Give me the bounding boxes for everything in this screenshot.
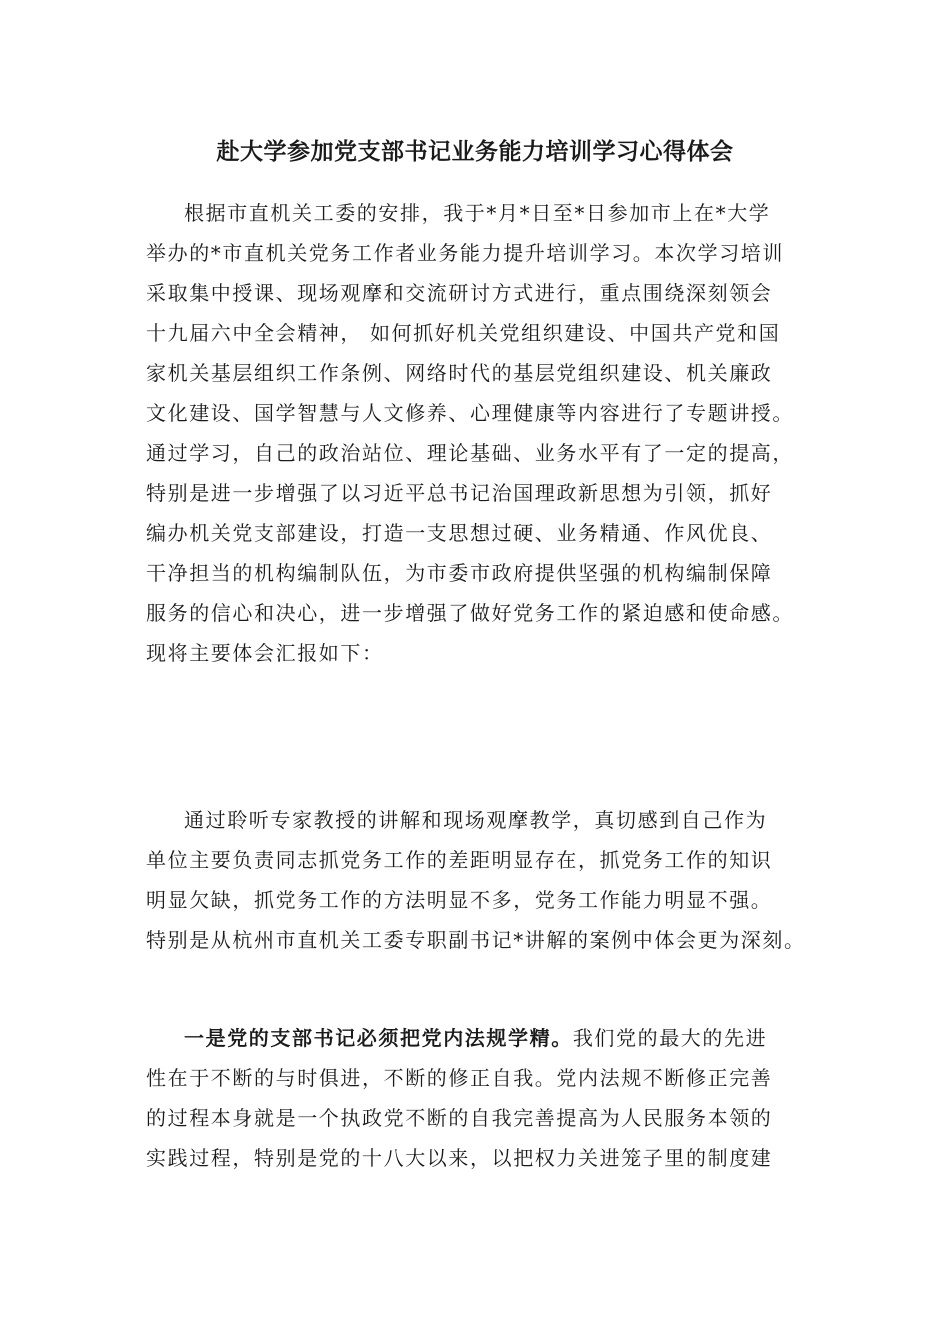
paragraph-line: 十九届六中全会精神， 如何抓好机关党组织建设、中国共产党和国 bbox=[146, 321, 781, 345]
document-title: 赴大学参加党支部书记业务能力培训学习心得体会 bbox=[216, 139, 734, 165]
paragraph-line: 现将主要体会汇报如下： bbox=[146, 641, 384, 665]
paragraph-line: 采取集中授课、现场观摩和交流研讨方式进行，重点围绕深刻领会 bbox=[146, 281, 773, 305]
paragraph-line: 文化建设、国学智慧与人文修养、心理健康等内容进行了专题讲授。 bbox=[146, 401, 794, 425]
paragraph-line: 家机关基层组织工作条例、网络时代的基层党组织建设、机关廉政 bbox=[146, 361, 773, 385]
paragraph-line: 通过聆听专家教授的讲解和现场观摩教学，真切感到自己作为 bbox=[184, 808, 768, 832]
paragraph-line: 特别是从杭州市直机关工委专职副书记*讲解的案例中体会更为深刻。 bbox=[146, 928, 806, 952]
paragraph-line: 举办的*市直机关党务工作者业务能力提升培训学习。本次学习培训 bbox=[146, 241, 784, 265]
paragraph-2 bbox=[146, 800, 806, 960]
bold-lead-text: 一是党的支部书记必须把党内法规学精。 bbox=[184, 1026, 573, 1050]
paragraph-line: 根据市直机关工委的安排，我于*月*日至*日参加市上在*大学 bbox=[184, 201, 771, 225]
paragraph-line: 通过学习，自己的政治站位、理论基础、业务水平有了一定的提高， bbox=[146, 441, 794, 465]
paragraph-line: 实践过程，特别是党的十八大以来，以把权力关进笼子里的制度建 bbox=[146, 1146, 773, 1170]
paragraph-1 bbox=[146, 193, 806, 673]
paragraph-line: 单位主要负责同志抓党务工作的差距明显存在，抓党务工作的知识 bbox=[146, 848, 773, 872]
paragraph-line: 明显欠缺，抓党务工作的方法明显不多，党务工作能力明显不强。 bbox=[146, 888, 773, 912]
paragraph-line: 性在于不断的与时俱进，不断的修正自我。党内法规不断修正完善 bbox=[146, 1066, 773, 1090]
paragraph-line bbox=[146, 1018, 806, 1058]
paragraph-3 bbox=[146, 1018, 806, 1178]
paragraph-line: 的过程本身就是一个执政党不断的自我完善提高为人民服务本领的 bbox=[146, 1106, 773, 1130]
paragraph-line-rest: 我们党的最大的先进 bbox=[572, 1026, 768, 1050]
paragraph-line: 编办机关党支部建设，打造一支思想过硬、业务精通、作风优良、 bbox=[146, 521, 773, 545]
paragraph-line: 干净担当的机构编制队伍，为市委市政府提供坚强的机构编制保障 bbox=[146, 561, 773, 585]
paragraph-line: 服务的信心和决心，进一步增强了做好党务工作的紧迫感和使命感。 bbox=[146, 601, 794, 625]
paragraph-line: 特别是进一步增强了以习近平总书记治国理政新思想为引领，抓好 bbox=[146, 481, 773, 505]
